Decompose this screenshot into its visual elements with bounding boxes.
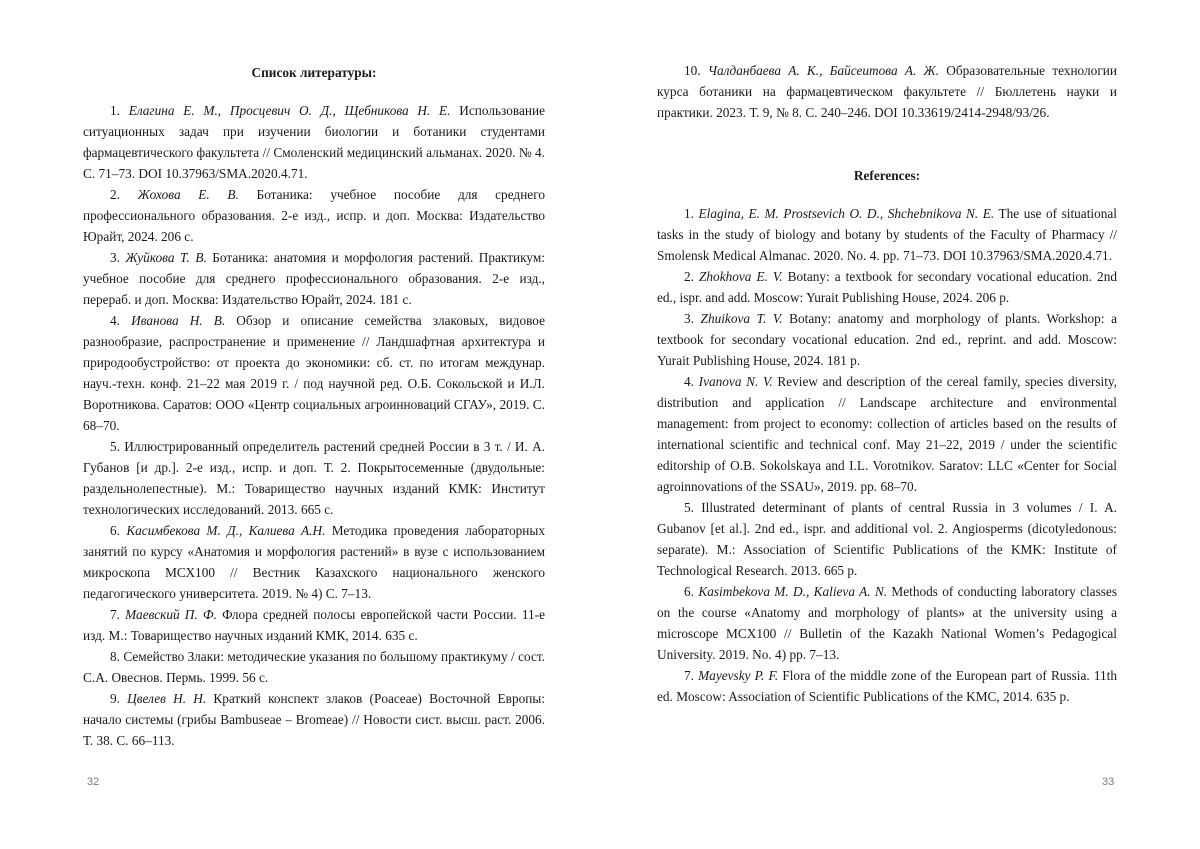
reference-item [657,203,1117,266]
reference-number: 5. [110,439,120,454]
reference-number: 9. [110,691,120,706]
reference-text: Образовательные технологии курса ботаники на фармацевтическом факультете // Бюллетень науки и практики. 2023. Т. 9, № 8. С. 240–246. DOI 10.33619/2414-2948/93/26. [657,63,1117,120]
reference-number: 7. [110,607,120,622]
reference-item [657,497,1117,581]
reference-text: Botany: a textbook for secondary vocational education. 2nd ed., ispr. and add. Moscow: Yurait Publishing House, 2024. 206 p. [657,269,1117,305]
right-column [657,60,1117,707]
reference-item [657,371,1117,497]
reference-text: Ботаника: анатомия и морфология растений. Практикум: учебное пособие для среднего профессионального образования. 2-е изд., перераб. и доп. Москва: Издательство Юрайт, 2024. 181 с. [83,250,545,307]
reference-authors: Цвелев Н. Н. [127,691,207,706]
reference-number: 1. [684,206,694,221]
reference-number: 1. [110,103,120,118]
reference-authors: Elagina, E. M. Prostsevich O. D., Shchebnikova N. E. [698,206,995,221]
reference-authors: Kasimbekova M. D., Kalieva A. N. [698,584,888,599]
reference-authors: Касимбекова М. Д., Калиева А.Н. [126,523,326,538]
reference-item [83,688,545,751]
reference-number: 6. [110,523,120,538]
reference-item [83,436,545,520]
reference-authors: Жуйкова Т. В. [125,250,207,265]
reference-text: Краткий конспект злаков (Poaceae) Восточной Европы: начало системы (грибы Bambuseae – Bromeae) // Новости сист. высш. раст. 2006. Т. 38. С. 66–113. [83,691,545,748]
reference-number: 10. [684,63,701,78]
reference-text: Флора средней полосы европейской части России. 11-е изд. М.: Товарищество научных изданий КМК, 2014. 635 с. [83,607,546,643]
reference-item [83,646,545,688]
reference-number: 4. [684,374,694,389]
reference-number: 2. [110,187,120,202]
reference-text: Использование ситуационных задач при изучении биологии и ботаники студентами фармацевтического факультета // Смоленский медицинский альманах. 2020. № 4. С. 71–73. DOI 10.37963/SMA.2020.4.71. [83,103,545,181]
reference-text: Review and description of the cereal family, species diversity, distribution and application // Landscape architecture and environmental management: from project to economy: collection of articles based on the results of international scientific and technical conf. May 21–22, 2019 / under the scientific editorship of O.B. Sokolskaya and I.L. Vorotnikov. Saratov: LLC «Center for Social agroinnovations of the SSAU», 2019. pp. 68–70. [657,374,1117,494]
page-number-left: 32 [87,776,100,788]
reference-text: Ботаника: учебное пособие для среднего профессионального образования. 2-е изд., испр. и доп. Москва: Издательство Юрайт, 2024. 206 с. [83,187,545,244]
reference-item [83,310,545,436]
reference-list-ru [83,100,545,751]
reference-number: 7. [684,668,694,683]
reference-text: Methods of conducting laboratory classes on the course «Anatomy and morphology of plants» at the university using a microscope MCX100 // Bulletin of the Kazakh National Women’s Pedagogical University. 2019. No. 4) pp. 7–13. [657,584,1118,662]
reference-item [83,100,545,184]
reference-authors: Жохова Е. В. [137,187,239,202]
reference-item [657,581,1117,665]
bibliography-heading-ru: Список литературы: [251,65,377,80]
reference-number: 6. [684,584,694,599]
reference-item [83,520,545,604]
reference-authors: Елагина Е. М., Просцевич О. Д., Щебникова Н. Е. [128,103,451,118]
reference-item [657,308,1117,371]
reference-list-en [657,203,1117,707]
reference-item [657,266,1117,308]
reference-text: Семейство Злаки: методические указания по большому практикуму / сост. С.А. Овеснов. Пермь. 1999. 56 с. [83,649,545,685]
references-heading-en: References: [853,168,921,183]
reference-authors: Маевский П. Ф. [125,607,217,622]
reference-text: Обзор и описание семейства злаковых, видовое разнообразие, распространение и применение // Ландшафтная архитектура и природообустройство: от проекта до экономики: сб. ст. по итогам междунар. науч.-техн. конф. 21–22 мая 2019 г. / под научной ред. О.Б. Сокольской и И.Л. Воротникова. Саратов: ООО «Центр социальных агроинноваций СГАУ», 2019. С. 68–70. [83,313,545,433]
reference-item-10 [657,60,1117,123]
reference-authors: Иванова Н. В. [131,313,226,328]
left-column [83,60,545,751]
right-page [600,0,1200,849]
reference-item [657,665,1117,707]
reference-number: 8. [110,649,120,664]
reference-text: Методика проведения лабораторных занятий по курсу «Анатомия и морфология растений» в вузе с использованием микроскопа МСХ100 // Вестник Казахского национального женского педагогического университета. 2019. № 4) С. 7–13. [83,523,546,601]
reference-text: Botany: anatomy and morphology of plants. Workshop: a textbook for secondary vocational education. 2nd ed., reprint. and add. Moscow: Yurait Publishing House, 2024. 181 p. [657,311,1117,368]
reference-number: 5. [684,500,694,515]
reference-item [83,247,545,310]
reference-authors: Zhokhova E. V. [699,269,783,284]
reference-authors: Mayevsky P. F. [698,668,779,683]
reference-item [83,184,545,247]
reference-authors: Ivanova N. V. [698,374,773,389]
reference-text: Flora of the middle zone of the European part of Russia. 11th ed. Moscow: Association of Scientific Publications of the KMC, 2014. 635 p. [657,668,1117,704]
reference-authors: Чалданбаева А. К., Байсеитова А. Ж. [707,63,940,78]
page-number-right: 33 [1102,776,1115,788]
reference-text: Illustrated determinant of plants of central Russia in 3 volumes / I. A. Gubanov [et al.]. 2nd ed., ispr. and additional vol. 2. Angiosperms (dicotyledonous: separate). M.: Association of Scientific Publications of the KMK: Institute of Technological Research. 2013. 665 p. [657,500,1117,578]
reference-authors: Zhuikova T. V. [700,311,783,326]
reference-text: The use of situational tasks in the study of biology and botany by students of the Faculty of Pharmacy // Smolensk Medical Almanac. 2020. No. 4. pp. 71–73. DOI 10.37963/SMA.2020.4.71. [657,206,1117,263]
reference-text: Иллюстрированный определитель растений средней России в 3 т. / И. А. Губанов [и др.]. 2-е изд., испр. и доп. Т. 2. Покрытосеменные (двудольные: раздельнолепестные). М.: Товарищество научных изданий КМК: Институт технологических исследований. 2013. 665 с. [83,439,546,517]
reference-number: 3. [684,311,694,326]
reference-item [83,604,545,646]
reference-number: 3. [110,250,120,265]
reference-number: 2. [684,269,694,284]
reference-number: 4. [110,313,120,328]
